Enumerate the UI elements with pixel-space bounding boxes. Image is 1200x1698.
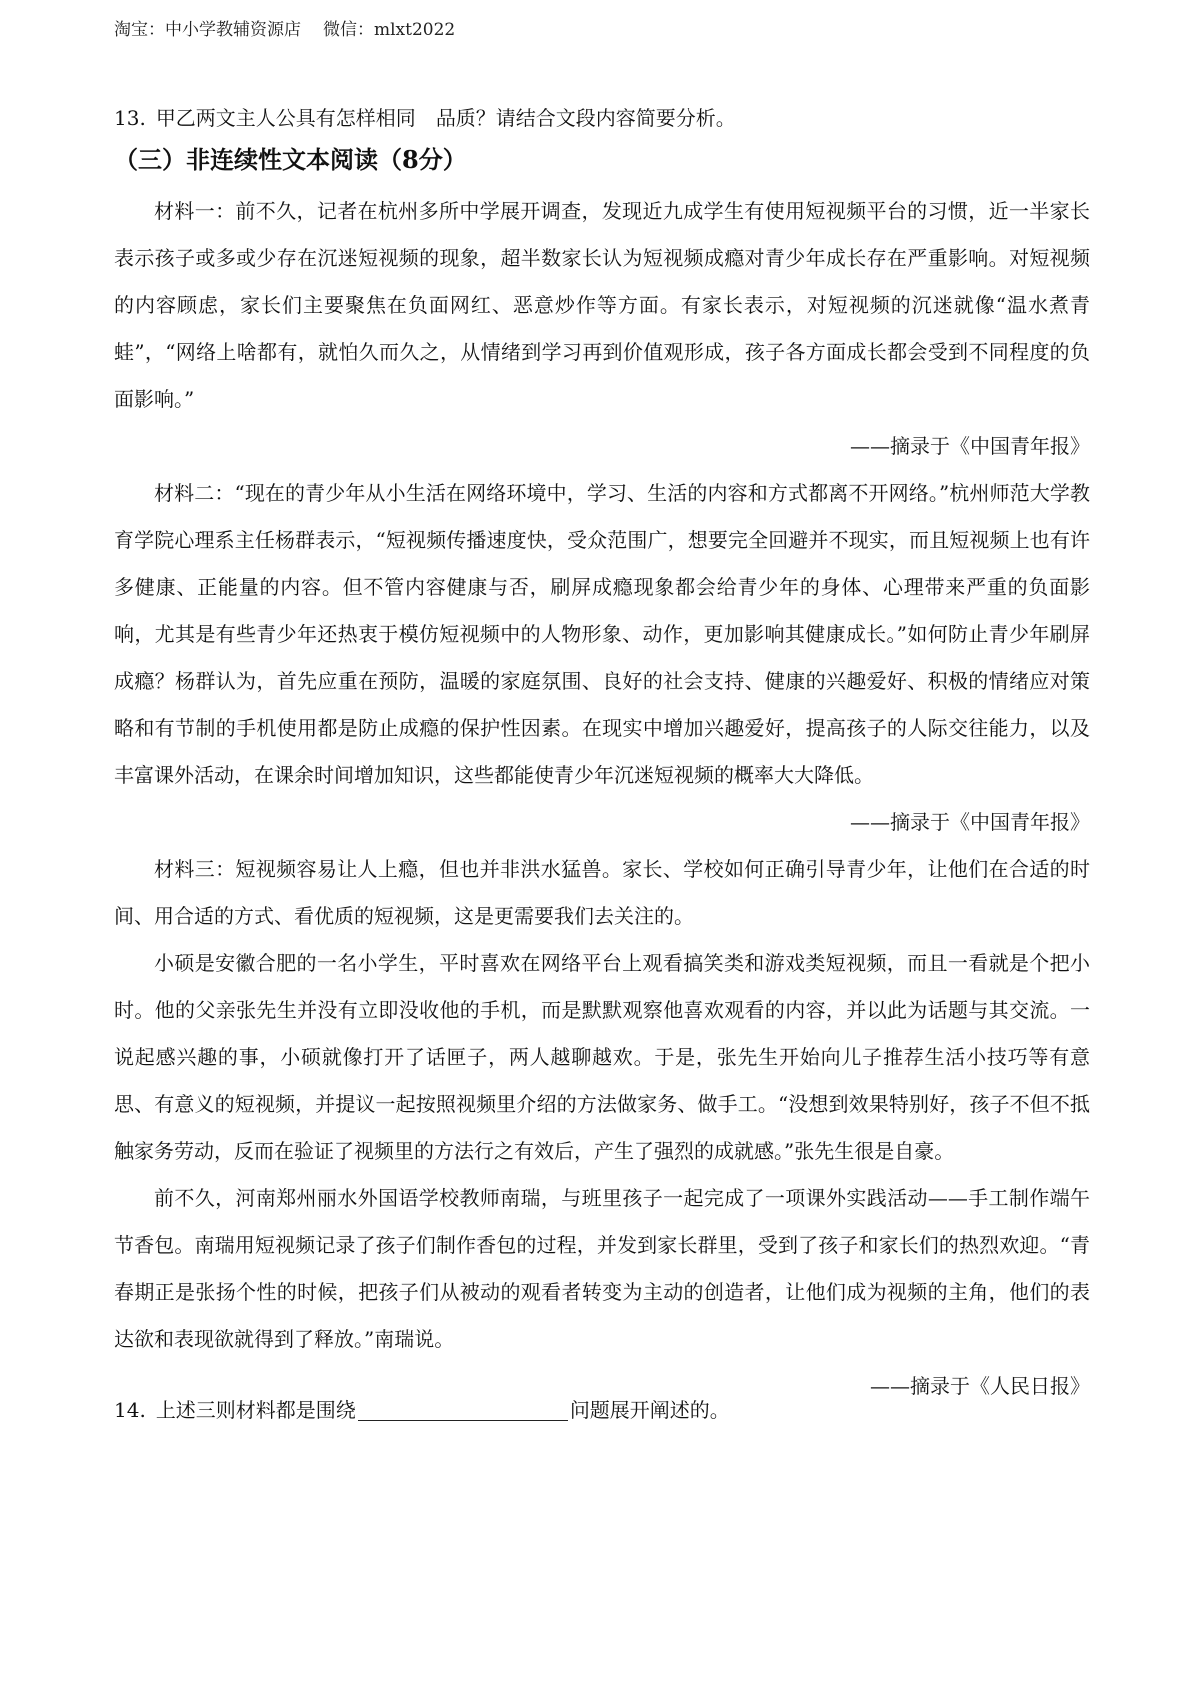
material-3-paragraph-3: 前不久，河南郑州丽水外国语学校教师南瑞，与班里孩子一起完成了一项课外实践活动——手工制作端午节香包。南瑞用短视频记录了孩子们制作香包的过程，并发到家长群里，受到了孩子和家长们的热烈欢迎。“青春期正是张扬个性的时候，把孩子们从被动的观看者转变为主动的创造者，让他们成为视频的主角，他们的表达欲和表现欲就得到了释放。”南瑞说。 bbox=[114, 1186, 1090, 1351]
question-14-number: 14. bbox=[114, 1398, 146, 1422]
question-13 bbox=[114, 104, 736, 132]
material-1-text: 材料一：前不久，记者在杭州多所中学展开调查，发现近九成学生有使用短视频平台的习惯，近一半家长表示孩子或多或少存在沉迷短视频的现象，超半数家长认为短视频成瘾对青少年成长存在严重影响。对短视频的内容顾虑，家长们主要聚焦在负面网红、恶意炒作等方面。有家长表示，对短视频的沉迷就像“温水煮青蛙”，“网络上啥都有，就怕久而久之，从情绪到学习再到价值观形成，孩子各方面成长都会受到不同程度的负面影响。” bbox=[114, 199, 1090, 411]
question-13-text-after: 品质？请结合文段内容简要分析。 bbox=[435, 106, 736, 130]
question-13-number: 13. bbox=[114, 106, 146, 130]
wechat-id: 微信：mlxt2022 bbox=[323, 20, 456, 40]
question-14-text-after: 问题展开阐述的。 bbox=[569, 1398, 730, 1422]
material-3-paragraph-1: 材料三：短视频容易让人上瘾，但也并非洪水猛兽。家长、学校如何正确引导青少年，让他们在合适的时间、用合适的方式、看优质的短视频，这是更需要我们去关注的。 bbox=[114, 857, 1090, 928]
material-1-source: ——摘录于《中国青年报》 bbox=[850, 434, 1090, 458]
material-3-source: ——摘录于《人民日报》 bbox=[870, 1374, 1090, 1398]
question-13-text-before: 甲乙两文主人公具有怎样相同 bbox=[155, 106, 416, 130]
question-14-answer-blank[interactable] bbox=[358, 1419, 568, 1421]
material-3-paragraph-2: 小硕是安徽合肥的一名小学生，平时喜欢在网络平台上观看搞笑类和游戏类短视频，而且一看就是个把小时。他的父亲张先生并没有立即没收他的手机，而是默默观察他喜欢观看的内容，并以此为话题与其交流。一说起感兴趣的事，小硕就像打开了话匣子，两人越聊越欢。于是，张先生开始向儿子推荐生活小技巧等有意思、有意义的短视频，并提议一起按照视频里介绍的方法做家务、做手工。“没想到效果特别好，孩子不但不抵触家务劳动，反而在验证了视频里的方法行之有效后，产生了强烈的成就感。”张先生很是自豪。 bbox=[114, 951, 1090, 1163]
header-watermark bbox=[114, 18, 455, 42]
material-2-text: 材料二：“现在的青少年从小生活在网络环境中，学习、生活的内容和方式都离不开网络。”杭州师范大学教育学院心理系主任杨群表示，“短视频传播速度快，受众范围广，想要完全回避并不现实，而且短视频上也有许多健康、正能量的内容。但不管内容健康与否，刷屏成瘾现象都会给青少年的身体、心理带来严重的负面影响，尤其是有些青少年还热衷于模仿短视频中的人物形象、动作，更加影响其健康成长。”如何防止青少年刷屏成瘾？杨群认为，首先应重在预防，温暖的家庭氛围、良好的社会支持、健康的兴趣爱好、积极的情绪应对策略和有节制的手机使用都是防止成瘾的保护性因素。在现实中增加兴趣爱好，提高孩子的人际交往能力，以及丰富课外活动，在课余时间增加知识，这些都能使青少年沉迷短视频的概率大大降低。 bbox=[114, 481, 1090, 787]
section-title: （三）非连续性文本阅读（8分） bbox=[114, 145, 467, 174]
question-14-text-before: 上述三则材料都是围绕 bbox=[155, 1398, 356, 1422]
material-2-source: ——摘录于《中国青年报》 bbox=[850, 810, 1090, 834]
reading-materials bbox=[114, 188, 1090, 1410]
question-14 bbox=[114, 1396, 730, 1424]
shop-name: 淘宝：中小学教辅资源店 bbox=[114, 20, 301, 40]
